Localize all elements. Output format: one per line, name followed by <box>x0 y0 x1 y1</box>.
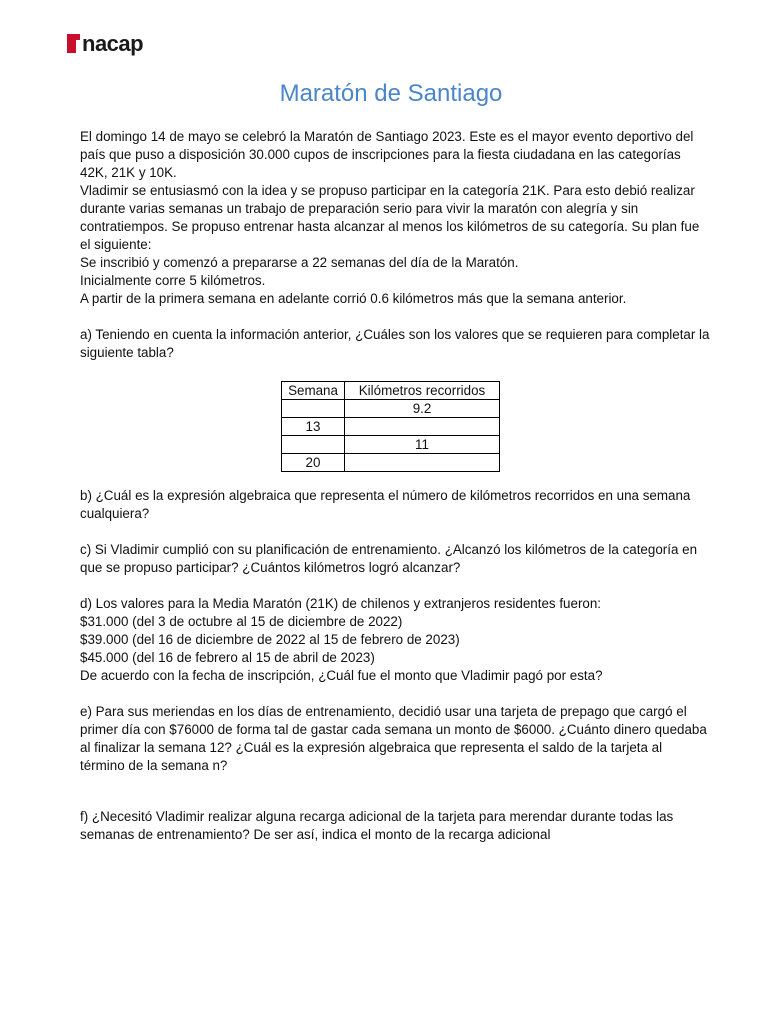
table-cell <box>282 436 345 454</box>
document-body <box>80 128 710 844</box>
table-row <box>282 454 500 472</box>
question-f: f) ¿Necesitó Vladimir realizar alguna recarga adicional de la tarjeta para merendar durante todas las semanas de entrenamiento? De ser así, indica el monto de la recarga adicional <box>80 809 674 842</box>
table-header-semana: Semana <box>282 382 345 400</box>
table-cell <box>282 400 345 418</box>
price-line-3: $45.000 (del 16 de febrero al 15 de abril de 2023) <box>80 650 375 665</box>
table-cell <box>345 418 500 436</box>
table-cell: 9.2 <box>345 400 500 418</box>
intro-paragraph-2: Vladimir se entusiasmó con la idea y se propuso participar en la categoría 21K. Para esto debió realizar durante varias semanas un trabajo de preparación serio para vivir la maratón con alegría y sin contratiempos. Se propuso entrenar hasta alcanzar al menos los kilómetros de su categoría. Su plan fue el siguiente: <box>80 183 700 252</box>
logo-text: nacap <box>82 31 144 56</box>
intro-paragraph-4: Inicialmente corre 5 kilómetros. <box>80 273 266 288</box>
table-row <box>282 418 500 436</box>
table-row <box>282 436 500 454</box>
table-cell: 11 <box>345 436 500 454</box>
intro-paragraph-5: A partir de la primera semana en adelante corrió 0.6 kilómetros más que la semana anterior. <box>80 291 627 306</box>
question-c: c) Si Vladimir cumplió con su planificación de entrenamiento. ¿Alcanzó los kilómetros de la categoría en que se propuso participar? ¿Cuántos kilómetros logró alcanzar? <box>80 542 698 575</box>
table-cell: 20 <box>282 454 345 472</box>
table-header-km: Kilómetros recorridos <box>345 382 500 400</box>
intro-paragraph-3: Se inscribió y comenzó a prepararse a 22 semanas del día de la Maratón. <box>80 255 519 270</box>
nacap-logo <box>67 31 144 56</box>
table-row <box>282 400 500 418</box>
logo-mark-icon <box>67 34 80 53</box>
intro-paragraph-1: El domingo 14 de mayo se celebró la Maratón de Santiago 2023. Este es el mayor evento deportivo del país que puso a disposición 30.000 cupos de inscripciones para la fiesta ciudadana en las categorías 42K, 21K y 10K. <box>80 129 694 180</box>
price-line-1: $31.000 (del 3 de octubre al 15 de diciembre de 2022) <box>80 614 403 629</box>
table-cell: 13 <box>282 418 345 436</box>
table-header-row <box>282 382 500 400</box>
table-cell <box>345 454 500 472</box>
question-b: b) ¿Cuál es la expresión algebraica que representa el número de kilómetros recorridos en una semana cualquiera? <box>80 488 691 521</box>
km-table <box>281 381 500 472</box>
question-a: a) Teniendo en cuenta la información anterior, ¿Cuáles son los valores que se requieren para completar la siguiente tabla? <box>80 327 710 360</box>
question-d-intro: d) Los valores para la Media Maratón (21K) de chilenos y extranjeros residentes fueron: <box>80 596 602 611</box>
question-e: e) Para sus meriendas en los días de entrenamiento, decidió usar una tarjeta de prepago que cargó el primer día con $76000 de forma tal de gastar cada semana un monto de $6000. ¿Cuánto dinero quedaba al finalizar la semana 12? ¿Cuál es la expresión algebraica que representa el saldo de la tarjeta al término de la semana n? <box>80 704 707 773</box>
page-title: Maratón de Santiago <box>279 80 503 107</box>
price-line-2: $39.000 (del 16 de diciembre de 2022 al 15 de febrero de 2023) <box>80 632 460 647</box>
question-d-ask: De acuerdo con la fecha de inscripción, ¿Cuál fue el monto que Vladimir pagó por esta? <box>80 668 603 683</box>
